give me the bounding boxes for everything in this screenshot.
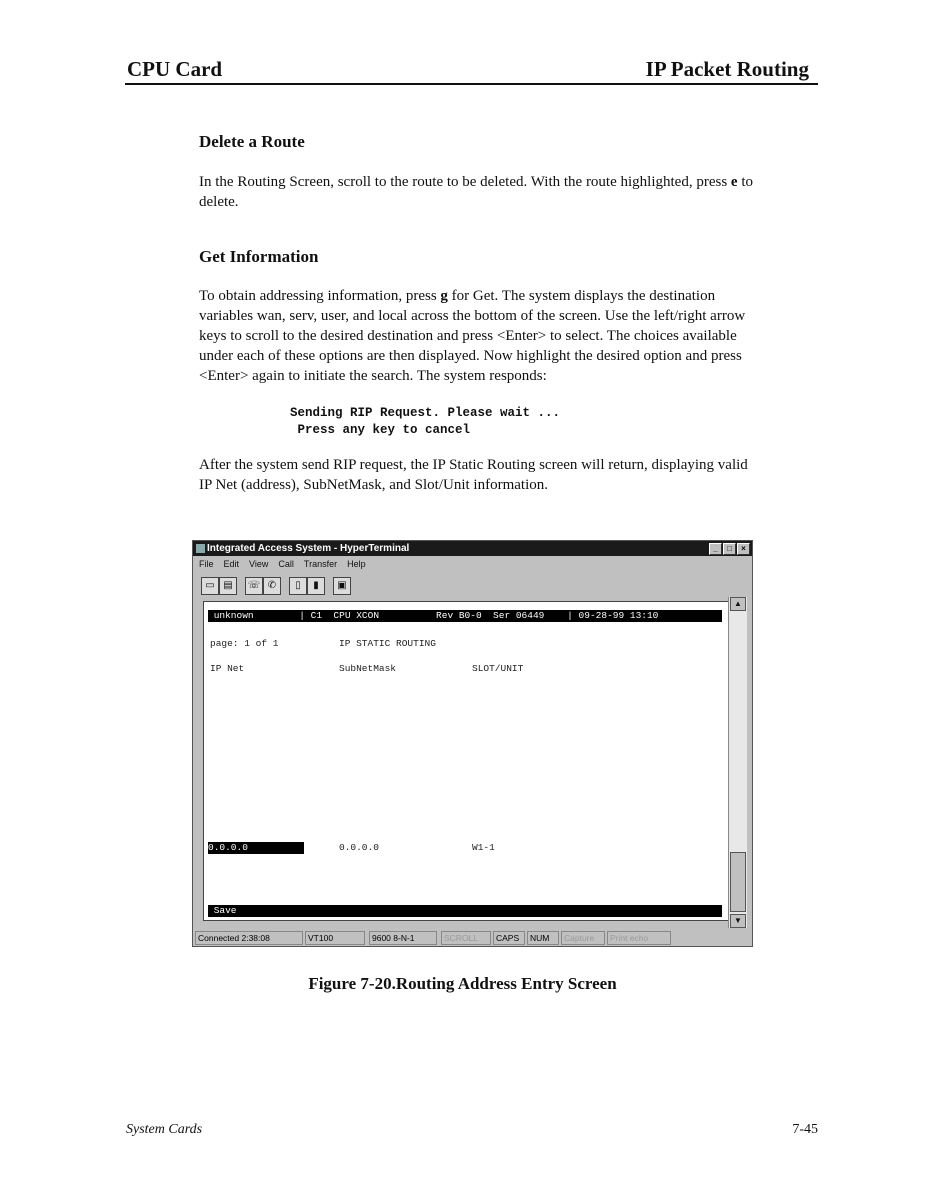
- slot-unit-field[interactable]: W1-1: [472, 842, 495, 853]
- scroll-up-icon[interactable]: ▲: [730, 597, 746, 611]
- terminal-top-bar: unknown | C1 CPU XCON Rev B0-0 Ser 06449 | 09-28-99 13:10: [208, 610, 722, 622]
- menu-bar: [193, 557, 752, 571]
- status-bar: [193, 930, 752, 944]
- minimize-icon[interactable]: _: [709, 543, 722, 555]
- col-slot-unit: SLOT/UNIT: [472, 663, 524, 674]
- col-ip-net: IP Net: [210, 663, 245, 674]
- code-line-2: Press any key to cancel: [290, 423, 471, 437]
- footer-left: System Cards: [126, 1122, 203, 1137]
- figure-caption: Figure 7-20.Routing Address Entry Screen: [308, 974, 617, 993]
- receive-icon[interactable]: ▮: [307, 577, 325, 595]
- screen-title: IP STATIC ROUTING: [339, 638, 436, 649]
- menu-view[interactable]: View: [249, 559, 269, 569]
- send-icon[interactable]: ▯: [289, 577, 307, 595]
- subnet-mask-field[interactable]: 0.0.0.0: [339, 842, 379, 853]
- status-connected: Connected 2:38:08: [195, 931, 303, 945]
- terminal-screen[interactable]: [203, 601, 729, 921]
- menu-transfer[interactable]: Transfer: [303, 559, 338, 569]
- page-indicator: page: 1 of 1: [210, 638, 279, 649]
- menu-call[interactable]: Call: [278, 559, 294, 569]
- page-number: 7-45: [792, 1122, 818, 1137]
- get-info-paragraph: To obtain addressing information, press g for Get. The system displays the destination variables wan, serv, user, and local across the bottom of the screen. Use the left/right arrow keys to scroll to the desired destination and press <Enter> to select. The choices available under each of these options are then displayed. Now highlight the desired option and press <Enter> again to initiate the search. The system responds:: [199, 288, 746, 384]
- ip-net-field[interactable]: 0.0.0.0: [208, 842, 304, 854]
- scroll-thumb[interactable]: [730, 852, 746, 912]
- title-bar: [193, 541, 752, 556]
- status-print-echo: Print echo: [607, 931, 671, 945]
- header-left: CPU Card: [127, 57, 223, 81]
- scroll-down-icon[interactable]: ▼: [730, 914, 746, 928]
- menu-file[interactable]: File: [199, 559, 214, 569]
- close-icon[interactable]: ×: [737, 543, 750, 555]
- terminal-bottom-bar[interactable]: Save: [208, 905, 722, 917]
- window-title: Integrated Access System - HyperTerminal: [207, 543, 410, 554]
- new-icon[interactable]: ▭: [201, 577, 219, 595]
- properties-icon[interactable]: ▣: [333, 577, 351, 595]
- hyperterminal-window: [192, 540, 753, 947]
- menu-help[interactable]: Help: [347, 559, 366, 569]
- connect-icon[interactable]: ☏: [245, 577, 263, 595]
- status-caps: CAPS: [493, 931, 525, 945]
- result-paragraph: After the system send RIP request, the IP Static Routing screen will return, displaying valid IP Net (address), SubNetMask, and Slot/Unit information.: [199, 457, 748, 493]
- maximize-icon[interactable]: □: [723, 543, 736, 555]
- col-subnet-mask: SubNetMask: [339, 663, 397, 674]
- code-line-1: Sending RIP Request. Please wait ...: [290, 406, 561, 420]
- header-right: IP Packet Routing: [645, 57, 809, 81]
- status-num: NUM: [527, 931, 559, 945]
- menu-edit[interactable]: Edit: [223, 559, 240, 569]
- disconnect-icon[interactable]: ✆: [263, 577, 281, 595]
- app-icon: [196, 544, 205, 553]
- get-info-heading: Get Information: [199, 247, 319, 266]
- status-baud: 9600 8-N-1: [369, 931, 437, 945]
- toolbar: [197, 575, 597, 597]
- status-emulation: VT100: [305, 931, 365, 945]
- vertical-scrollbar[interactable]: [728, 597, 747, 928]
- status-scroll: SCROLL: [441, 931, 491, 945]
- delete-paragraph: In the Routing Screen, scroll to the route to be deleted. With the route highlighted, press e to delete.: [199, 174, 754, 210]
- delete-heading: Delete a Route: [199, 132, 305, 151]
- open-icon[interactable]: ▤: [219, 577, 237, 595]
- header-rule: [125, 83, 818, 85]
- status-capture: Capture: [561, 931, 605, 945]
